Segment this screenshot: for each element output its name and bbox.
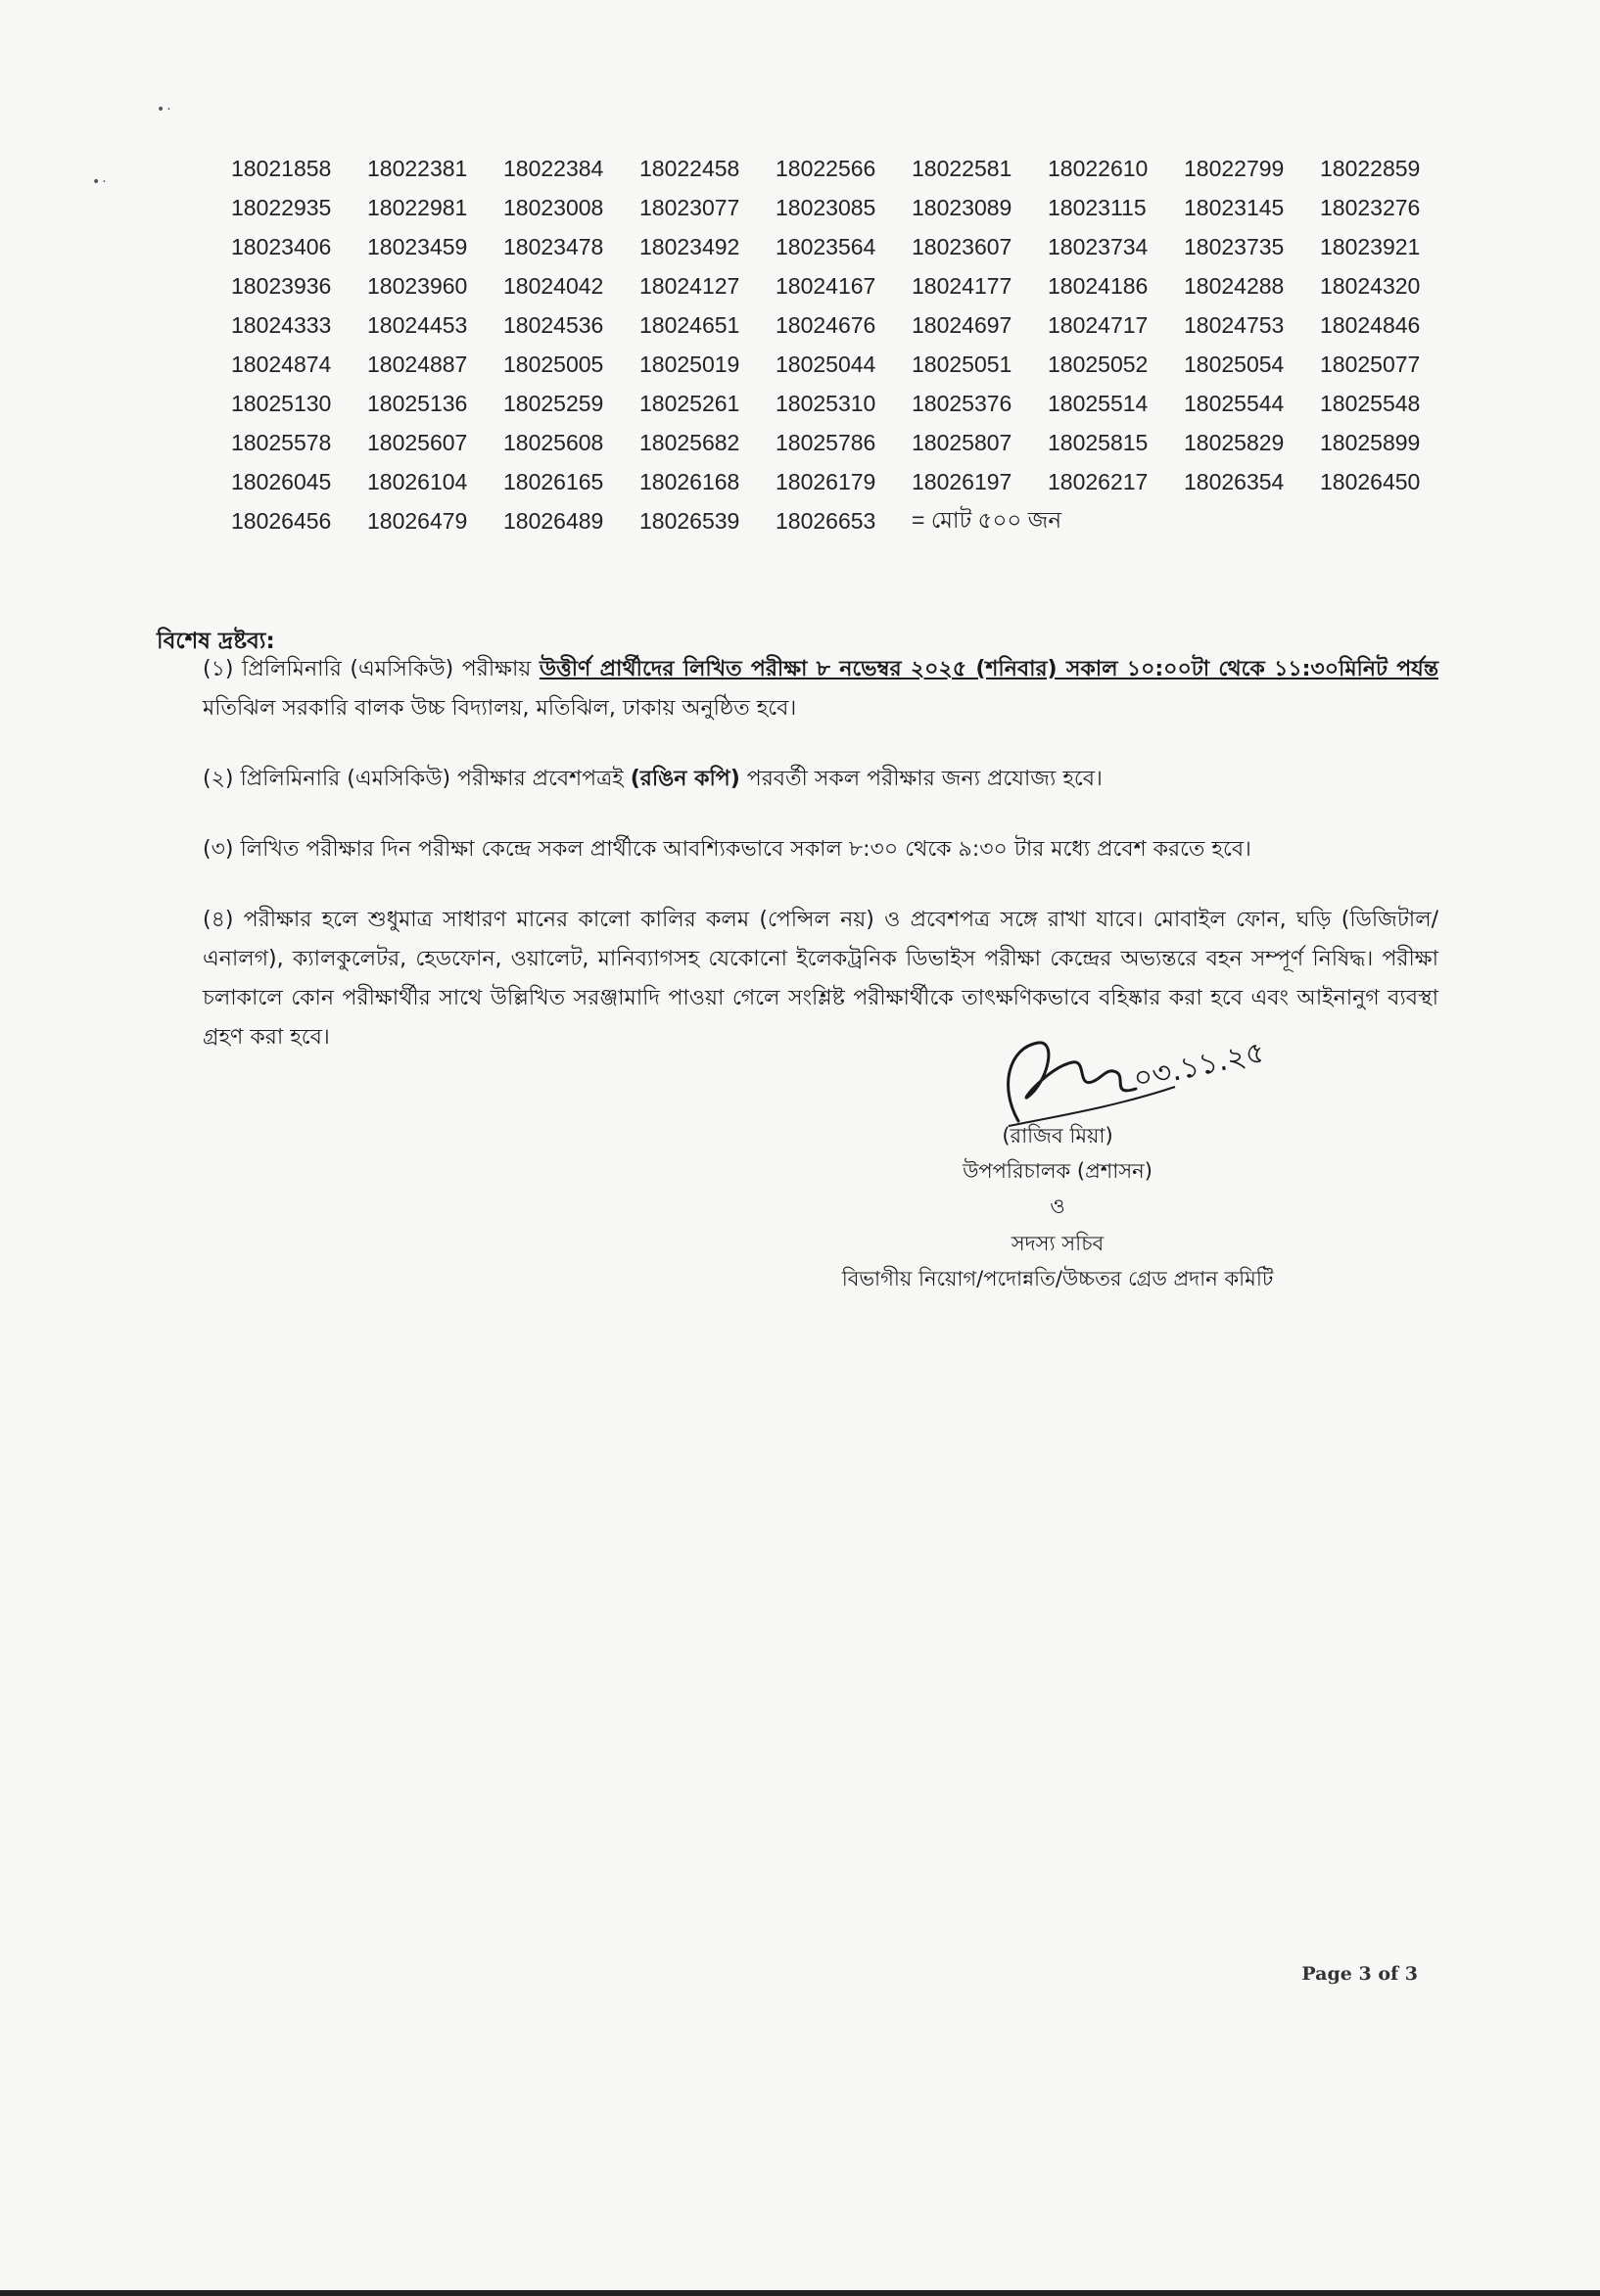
- roll-number: 18025136: [367, 390, 468, 416]
- roll-number: 18026168: [639, 468, 740, 494]
- roll-number: 18023492: [639, 233, 740, 259]
- note-3: (৩) লিখিত পরীক্ষার দিন পরীক্ষা কেন্দ্রে সকল প্রার্থীকে আবশ্যিকভাবে সকাল ৮:৩০ থেকে ৯:৩০ টার মধ্যে প্রবেশ করতে হবে।: [203, 837, 1251, 862]
- signatory-conjunction: ও: [1050, 1195, 1065, 1218]
- roll-row: [231, 188, 1456, 227]
- roll-number: 18023085: [776, 194, 876, 220]
- roll-number: 18026479: [367, 507, 468, 534]
- roll-number-table: [231, 149, 1456, 540]
- roll-number: 18024676: [776, 311, 876, 338]
- roll-row: [231, 227, 1456, 266]
- roll-number: 18026045: [231, 468, 332, 494]
- roll-number: 18026354: [1184, 468, 1285, 494]
- roll-row: [231, 462, 1456, 501]
- roll-number: 18026653: [776, 507, 876, 534]
- roll-number: 18023735: [1184, 233, 1285, 259]
- roll-number: 18022935: [231, 194, 332, 220]
- roll-number: 18023115: [1048, 194, 1147, 220]
- roll-number: 18026179: [776, 468, 876, 494]
- roll-number: 18025052: [1048, 351, 1149, 377]
- note-1-highlight: উত্তীর্ণ প্রার্থীদের লিখিত পরীক্ষা ৮ নভেম্বর ২০২৫ (শনিবার) সকাল ১০:০০টা থেকে ১১:৩০মিনিট পর্যন্ত: [539, 657, 1438, 681]
- roll-row: [231, 149, 1456, 188]
- roll-number: 18023406: [231, 233, 332, 259]
- roll-number: 18024753: [1184, 311, 1285, 338]
- roll-number: 18025607: [367, 429, 468, 455]
- roll-number: 18022384: [503, 155, 604, 181]
- note-1-text: (১) প্রিলিমিনারি (এমসিকিউ) পরীক্ষায়: [203, 657, 540, 681]
- note-2-text: (২) প্রিলিমিনারি (এমসিকিউ) পরীক্ষার প্রবেশপত্রই: [203, 767, 631, 791]
- roll-number: 18025261: [639, 390, 740, 416]
- roll-row: [231, 305, 1456, 345]
- roll-number: 18024887: [367, 351, 468, 377]
- roll-number: 18026165: [503, 468, 604, 494]
- roll-number: 18025682: [639, 429, 740, 455]
- roll-number: 18024042: [503, 272, 604, 299]
- roll-number: 18025044: [776, 351, 876, 377]
- notes-heading: বিশেষ দ্রষ্টব্য:: [157, 629, 275, 654]
- roll-number: 18025259: [503, 390, 604, 416]
- roll-number: 18025899: [1320, 429, 1421, 455]
- roll-number: 18022799: [1184, 155, 1285, 181]
- roll-number: 18024717: [1048, 311, 1149, 338]
- roll-row: [231, 423, 1456, 462]
- roll-number: 18022859: [1320, 155, 1421, 181]
- signatory-name: (রাজিব মিয়া): [1002, 1124, 1113, 1148]
- roll-number: 18024177: [912, 272, 1012, 299]
- roll-row: [231, 266, 1456, 305]
- roll-number: 18023276: [1320, 194, 1421, 220]
- roll-number: 18021858: [231, 155, 332, 181]
- signatory-designation: উপপরিচালক (প্রশাসন): [963, 1159, 1153, 1183]
- roll-number: 18024536: [503, 311, 604, 338]
- signature-date: ০৩.১১.২৫: [1130, 1035, 1268, 1097]
- roll-number: 18024288: [1184, 272, 1285, 299]
- roll-number: 18024846: [1320, 311, 1421, 338]
- roll-number: 18022581: [912, 155, 1012, 181]
- roll-number: 18022381: [367, 155, 468, 181]
- roll-number: 18024320: [1320, 272, 1421, 299]
- roll-number: 18025310: [776, 390, 876, 416]
- roll-number: 18023459: [367, 233, 468, 259]
- roll-number: 18022981: [367, 194, 468, 220]
- roll-number: 18023960: [367, 272, 468, 299]
- total-count: = মোট ৫০০ জন: [912, 506, 1062, 533]
- roll-number: 18023921: [1320, 233, 1421, 259]
- roll-number: 18024651: [639, 311, 740, 338]
- roll-number: 18023564: [776, 233, 876, 259]
- roll-number: 18026197: [912, 468, 1012, 494]
- roll-number: 18024127: [639, 272, 740, 299]
- roll-number: 18023077: [639, 194, 740, 220]
- roll-number: 18025005: [503, 351, 604, 377]
- roll-number: 18023936: [231, 272, 332, 299]
- roll-number: 18024697: [912, 311, 1012, 338]
- roll-number: 18025054: [1184, 351, 1285, 377]
- roll-row: [231, 384, 1456, 423]
- note-1-venue: মতিঝিল সরকারি বালক উচ্চ বিদ্যালয়, মতিঝিল, ঢাকায় অনুষ্ঠিত হবে।: [203, 696, 797, 721]
- roll-number: 18025786: [776, 429, 876, 455]
- roll-number: 18026217: [1048, 468, 1149, 494]
- note-1: [203, 650, 1438, 728]
- roll-number: 18025548: [1320, 390, 1421, 416]
- roll-number: 18022458: [639, 155, 740, 181]
- roll-number: 18026450: [1320, 468, 1421, 494]
- roll-number: 18023607: [912, 233, 1012, 259]
- roll-number: 18023478: [503, 233, 604, 259]
- scan-edge: [0, 2290, 1600, 2296]
- roll-number: 18023089: [912, 194, 1012, 220]
- roll-number: 18024167: [776, 272, 876, 299]
- roll-number: 18025130: [231, 390, 332, 416]
- roll-number: 18026489: [503, 507, 604, 534]
- roll-row: [231, 345, 1456, 384]
- roll-number: 18022610: [1048, 155, 1149, 181]
- page-number: Page 3 of 3: [1301, 1963, 1418, 1985]
- roll-number: 18023145: [1184, 194, 1285, 220]
- roll-number: 18025807: [912, 429, 1012, 455]
- note-2-suffix: পরবর্তী সকল পরীক্ষার জন্য প্রযোজ্য হবে।: [739, 767, 1103, 791]
- roll-number: 18025376: [912, 390, 1012, 416]
- roll-number: 18025019: [639, 351, 740, 377]
- note-2: [203, 760, 1438, 799]
- signatory-committee: বিভাগীয় নিয়োগ/পদোন্নতি/উচ্চতর গ্রেড প্রদান কমিটি: [841, 1267, 1274, 1290]
- signatory-role: সদস্য সচিব: [1011, 1232, 1105, 1255]
- roll-number: 18024874: [231, 351, 332, 377]
- roll-number: 18024333: [231, 311, 332, 338]
- roll-number: 18022566: [776, 155, 876, 181]
- roll-number: 18026104: [367, 468, 468, 494]
- roll-number: 18024186: [1048, 272, 1149, 299]
- roll-number: 18025514: [1048, 390, 1149, 416]
- roll-number: 18024453: [367, 311, 468, 338]
- roll-number: 18025578: [231, 429, 332, 455]
- roll-number: 18026539: [639, 507, 740, 534]
- roll-number: 18025815: [1048, 429, 1149, 455]
- roll-row: [231, 501, 1456, 540]
- roll-number: 18025829: [1184, 429, 1285, 455]
- roll-number: 18025051: [912, 351, 1012, 377]
- roll-number: 18023734: [1048, 233, 1149, 259]
- roll-number: 18026456: [231, 507, 332, 534]
- roll-number: 18025544: [1184, 390, 1285, 416]
- scan-mark: •·: [92, 174, 109, 190]
- roll-number: 18023008: [503, 194, 604, 220]
- note-2-highlight: (রঙিন কপি): [630, 767, 740, 791]
- note-4: (৪) পরীক্ষার হলে শুধুমাত্র সাধারণ মানের কালো কালির কলম (পেন্সিল নয়) ও প্রবেশপত্র সঙ্গে রাখা যাবে। মোবাইল ফোন, ঘড়ি (ডিজিটাল/এনালগ), ক্যালকুলেটর, হেডফোন, ওয়ালেট, মানিব্যাগসহ যেকোনো ইলেকট্রনিক ডিভাইস পরীক্ষা কেন্দ্রের অভ্যন্তরে বহন সম্পূর্ণ নিষিদ্ধ। পরীক্ষা চলাকালে কোন পরীক্ষার্থীর সাথে উল্লিখিত সরঞ্জামাদি পাওয়া গেলে সংশ্লিষ্ট পরীক্ষার্থীকে তাৎক্ষণিকভাবে বহিষ্কার করা হবে এবং আইনানুগ ব্যবস্থা গ্রহণ করা হবে।: [203, 908, 1438, 1050]
- roll-number: 18025608: [503, 429, 604, 455]
- roll-number: 18025077: [1320, 351, 1421, 377]
- scan-mark: •·: [157, 102, 173, 117]
